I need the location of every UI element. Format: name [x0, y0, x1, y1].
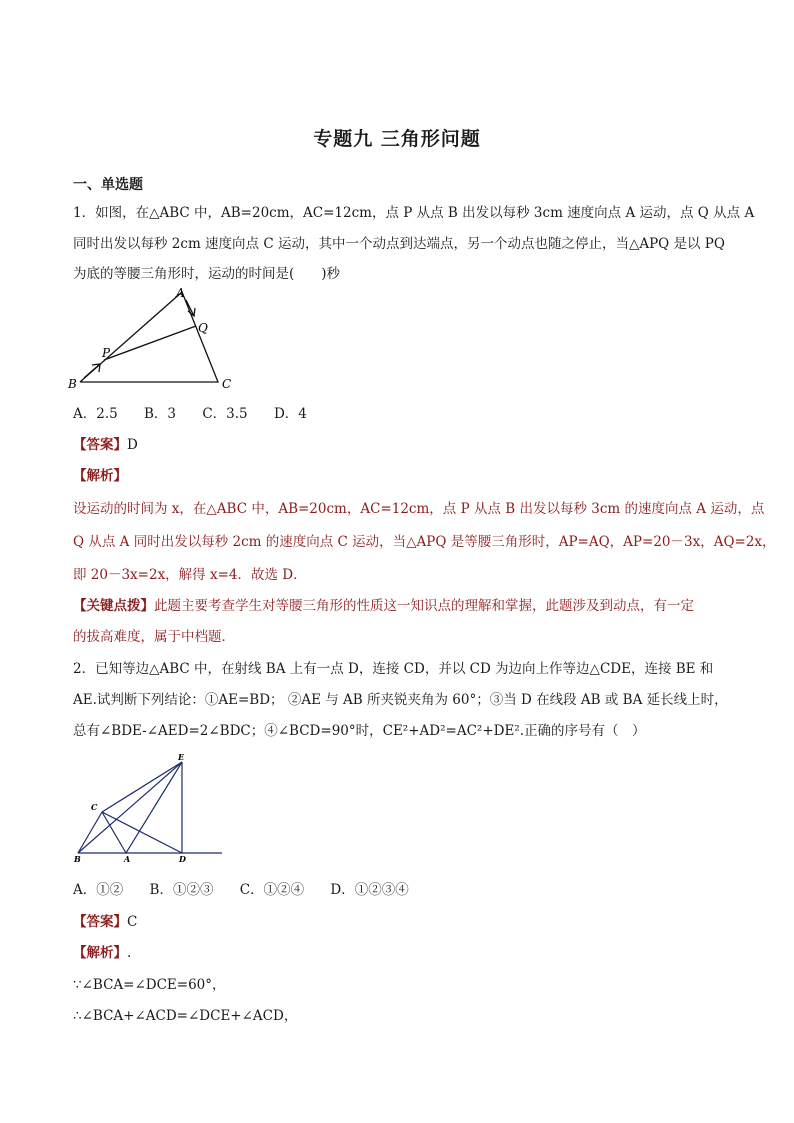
q1-keypoint-line-2: 的拔高难度，属于中档题． [73, 629, 235, 645]
q2-answer-value: C [127, 914, 138, 930]
q2-option-b: B．①②③ [149, 882, 214, 898]
q1-options [73, 402, 329, 422]
q2-stem-line-2: AE.试判断下列结论：①AE=BD； ②AE 与 AB 所夹锐夹角为 60°；③当 D 在线段 AB 或 BA 延长线上时， [73, 692, 728, 708]
q1-stem-line-1: 1．如图，在△ABC 中，AB=20cm，AC=12cm，点 P 从点 B 出发以每秒 3cm 速度向点 A 运动，点 Q 从点 A [73, 205, 755, 221]
q1-segment-pq [104, 326, 196, 360]
q1-analysis-tag: 【解析】 [73, 468, 127, 484]
q2-option-d: D．①②③④ [330, 882, 409, 898]
q1-stem-line-2: 同时出发以每秒 2cm 速度向点 C 运动，其中一个动点到达端点，另一个动点也随之停止，当△APQ 是以 PQ [73, 236, 725, 252]
q1-option-b: B．3 [144, 406, 177, 422]
q1-analysis-line-1: 设运动的时间为 x，在△ABC 中，AB=20cm，AC=12cm，点 P 从点 B 出发以每秒 3cm 的速度向点 A 运动，点 [73, 501, 765, 517]
q1-answer [73, 433, 138, 453]
q1-answer-value: D [127, 437, 138, 453]
q1-keypoint-tag: 【关键点拨】 [73, 598, 154, 614]
q1-analysis-line-3: 即 20－3x=2x，解得 x=4．故选 D． [73, 567, 307, 583]
q1-label-a: A [176, 286, 185, 300]
q2-step-1: ∵∠BCA=∠DCE=60°， [73, 977, 226, 993]
q1-label-q: Q [198, 321, 208, 335]
q2-label-e: E [178, 752, 185, 762]
page-title: 专题九 三角形问题 [313, 128, 481, 150]
section-heading: 一、单选题 [73, 177, 143, 193]
q1-keypoint-line-1 [73, 594, 694, 614]
q1-label-c: C [222, 377, 232, 391]
q2-answer-tag: 【答案】 [73, 914, 127, 930]
q2-triangle-figure [70, 752, 230, 864]
q1-triangle-figure [66, 286, 246, 392]
q1-label-b: B [68, 377, 77, 391]
q1-label-p: P [102, 346, 111, 360]
q1-analysis-line-2: Q 从点 A 同时出发以每秒 2cm 的速度向点 C 运动，当△APQ 是等腰三角形时，AP=AQ，AP=20－3x，AQ=2x， [73, 534, 776, 550]
q2-stem-line-1: 2．已知等边△ABC 中，在射线 BA 上有一点 D，连接 CD，并以 CD 为边向上作等边△CDE，连接 BE 和 [73, 661, 714, 677]
q2-label-b: B [74, 854, 81, 864]
q2-options [73, 878, 431, 898]
q2-segment-ae [126, 762, 182, 853]
q1-arrow-bp [84, 364, 100, 378]
q2-step-2: ∴∠BCA+∠ACD=∠DCE+∠ACD， [73, 1008, 298, 1024]
q1-keypoint-text-1: 此题主要考查学生对等腰三角形的性质这一知识点的理解和掌握，此题涉及到动点，有一定 [154, 598, 694, 614]
q1-stem-line-3: 为底的等腰三角形时，运动的时间是( )秒 [73, 266, 341, 282]
q2-analysis-tag: 【解析】 [73, 945, 127, 961]
q1-triangle-outline [80, 292, 218, 382]
q1-option-a: A．2.5 [73, 406, 118, 422]
q1-answer-tag: 【答案】 [73, 437, 127, 453]
q1-option-c: C．3.5 [202, 406, 248, 422]
q2-label-a: A [124, 854, 131, 864]
q2-segment-bc [78, 812, 102, 853]
q2-segment-ce [102, 762, 182, 812]
q2-option-a: A．①② [73, 882, 124, 898]
q2-answer [73, 910, 137, 930]
q2-option-c: C．①②④ [239, 882, 305, 898]
q2-analysis-suffix: . [127, 945, 132, 961]
q2-label-d: D [179, 854, 186, 864]
q2-stem-line-3: 总有∠BDE-∠AED=2∠BDC；④∠BCD=90°时，CE²+AD²=AC²+DE².正确的序号有（ ） [73, 723, 646, 739]
q1-option-d: D．4 [273, 406, 307, 422]
q2-label-c: C [91, 802, 98, 812]
q2-analysis [73, 941, 131, 961]
